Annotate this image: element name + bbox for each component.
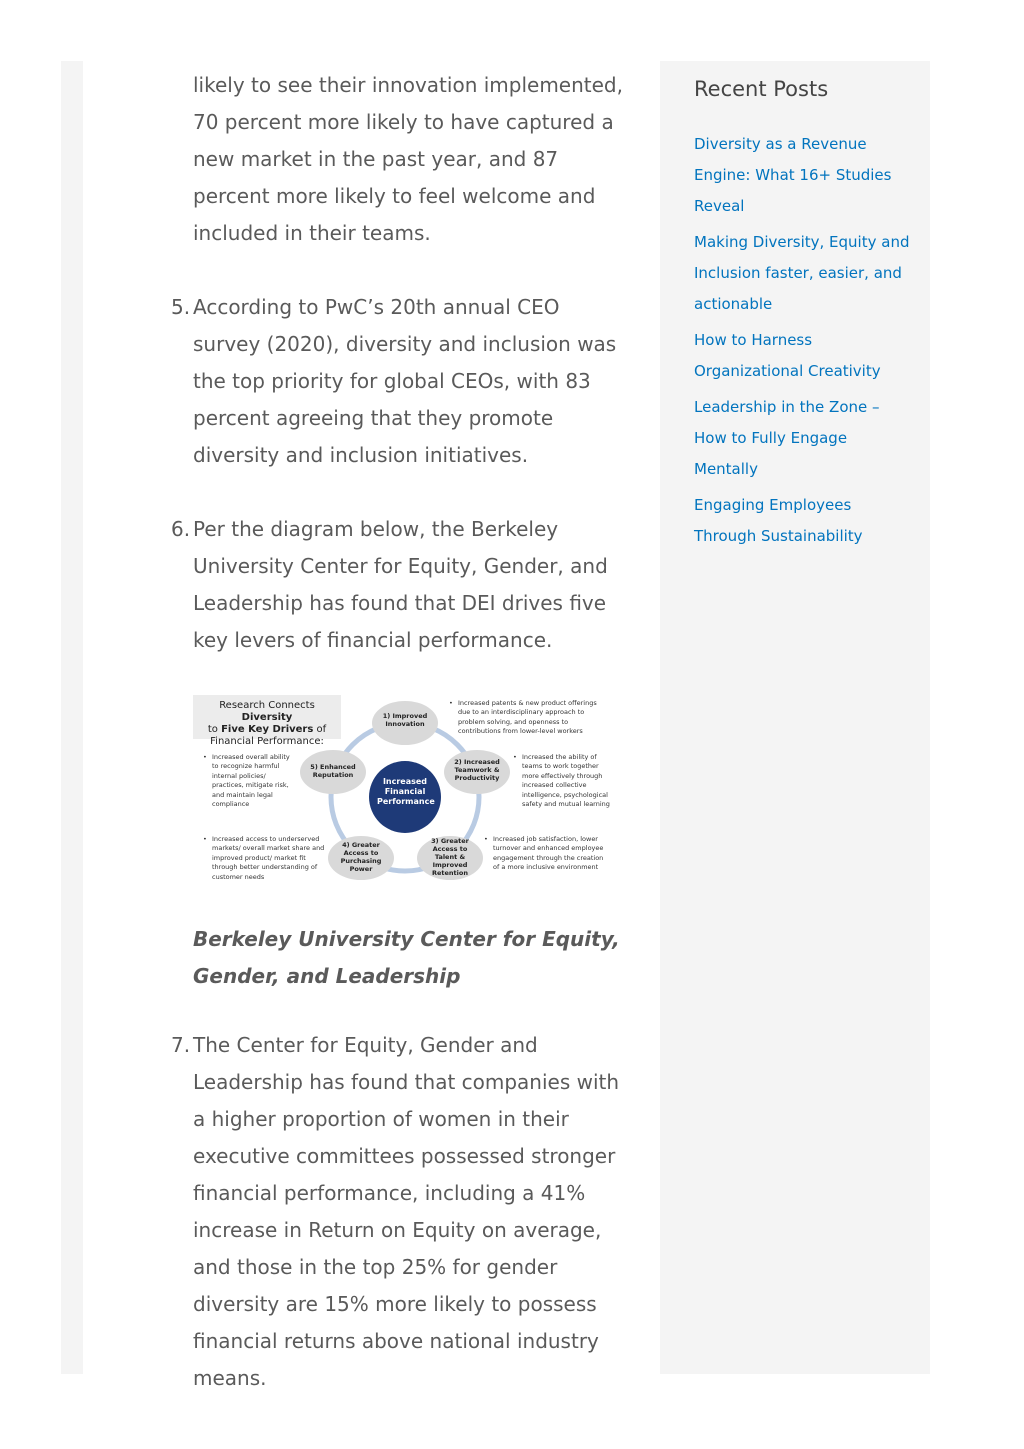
driver-label-1: 1) Improved Innovation (382, 712, 428, 728)
driver-label-3: 3) Greater Access to Talent & Improved Retention (431, 837, 469, 877)
list-item-6 (171, 511, 623, 659)
article-body (171, 67, 623, 1397)
list-item-text: Per the diagram below, the Berkeley University Center for Equity, Gender, and Leadership has found that DEI drives five key levers of financial performance. (193, 517, 608, 652)
sidebar (660, 61, 930, 1374)
figure-caption: Berkeley University Center for Equity, Gender, and Leadership (193, 927, 620, 988)
list-number: 7. (171, 1033, 191, 1057)
list-item-7 (171, 1027, 623, 1397)
note-teamwork: • Increased the ability of teams to work together more effectively through increased collective intelligence, psychological safety and mutual learning (522, 753, 614, 809)
recent-post-link[interactable]: How to Harness Organizational Creativity (694, 331, 881, 380)
recent-post-link[interactable]: Diversity as a Revenue Engine: What 16+ Studies Reveal (694, 135, 892, 215)
diagram-center-label: Increased Financial Performance (377, 777, 435, 806)
list-item-text: According to PwC’s 20th annual CEO survey (2020), diversity and inclusion was the top priority for global CEOs, with 83 percent agreeing that they promote diversity and inclusion initiatives. (193, 295, 617, 467)
diagram-title-text: Research Connects (219, 700, 315, 711)
note-innovation: • Increased patents & new product offerings due to an interdisciplinary approach to problem solving, and openness to contributions from lower-level workers (458, 699, 608, 737)
recent-posts-title: Recent Posts (694, 77, 829, 101)
diagram-title-text: to (207, 724, 222, 735)
list-item-text: The Center for Equity, Gender and Leadership has found that companies with a higher proportion of women in their executive committees possessed stronger financial performance, including a 41% increase in Return on Equity on average, and those in the top 25% for gender diversity are 15% more likely to possess financial returns above national industry means. (193, 1033, 620, 1390)
recent-post-link[interactable]: Engaging Employees Through Sustainability (694, 496, 863, 545)
diagram-title (193, 695, 341, 747)
note-reputation: • Increased overall ability to recognize harmful internal policies/ practices, mitigate risk, and maintain legal compliance (212, 753, 294, 809)
note-purchasing: • Increased access to underserved markets/ overall market share and improved product/ market fit through better understanding of customer needs (212, 835, 326, 882)
recent-posts-list (694, 129, 914, 557)
article-paragraph-continued: likely to see their innovation implemented, 70 percent more likely to have captured a new market in the past year, and 87 percent more likely to feel welcome and included in their teams. (193, 73, 623, 245)
main-content (83, 61, 660, 1390)
left-gutter (61, 61, 83, 1374)
list-number: 6. (171, 517, 191, 541)
list-number: 5. (171, 295, 191, 319)
driver-label-4: 4) Greater Access to Purchasing Power (340, 841, 382, 873)
recent-post-link[interactable]: Making Diversity, Equity and Inclusion faster, easier, and actionable (694, 233, 910, 313)
list-item-5 (171, 289, 623, 474)
driver-label-2: 2) Increased Teamwork & Productivity (454, 758, 500, 782)
note-talent: • Increased job satisfaction, lower turnover and enhanced employee engagement through the creation of a more inclusive environment (493, 835, 611, 873)
diagram-title-bold: Diversity (241, 712, 293, 723)
driver-label-5: 5) Enhanced Reputation (310, 763, 356, 779)
diagram-title-text: of Financial Performance: (210, 724, 327, 747)
diagram-title-bold: Five Key Drivers (221, 724, 314, 735)
dei-drivers-diagram (193, 695, 611, 885)
recent-post-link[interactable]: Leadership in the Zone – How to Fully Engage Mentally (694, 398, 880, 478)
